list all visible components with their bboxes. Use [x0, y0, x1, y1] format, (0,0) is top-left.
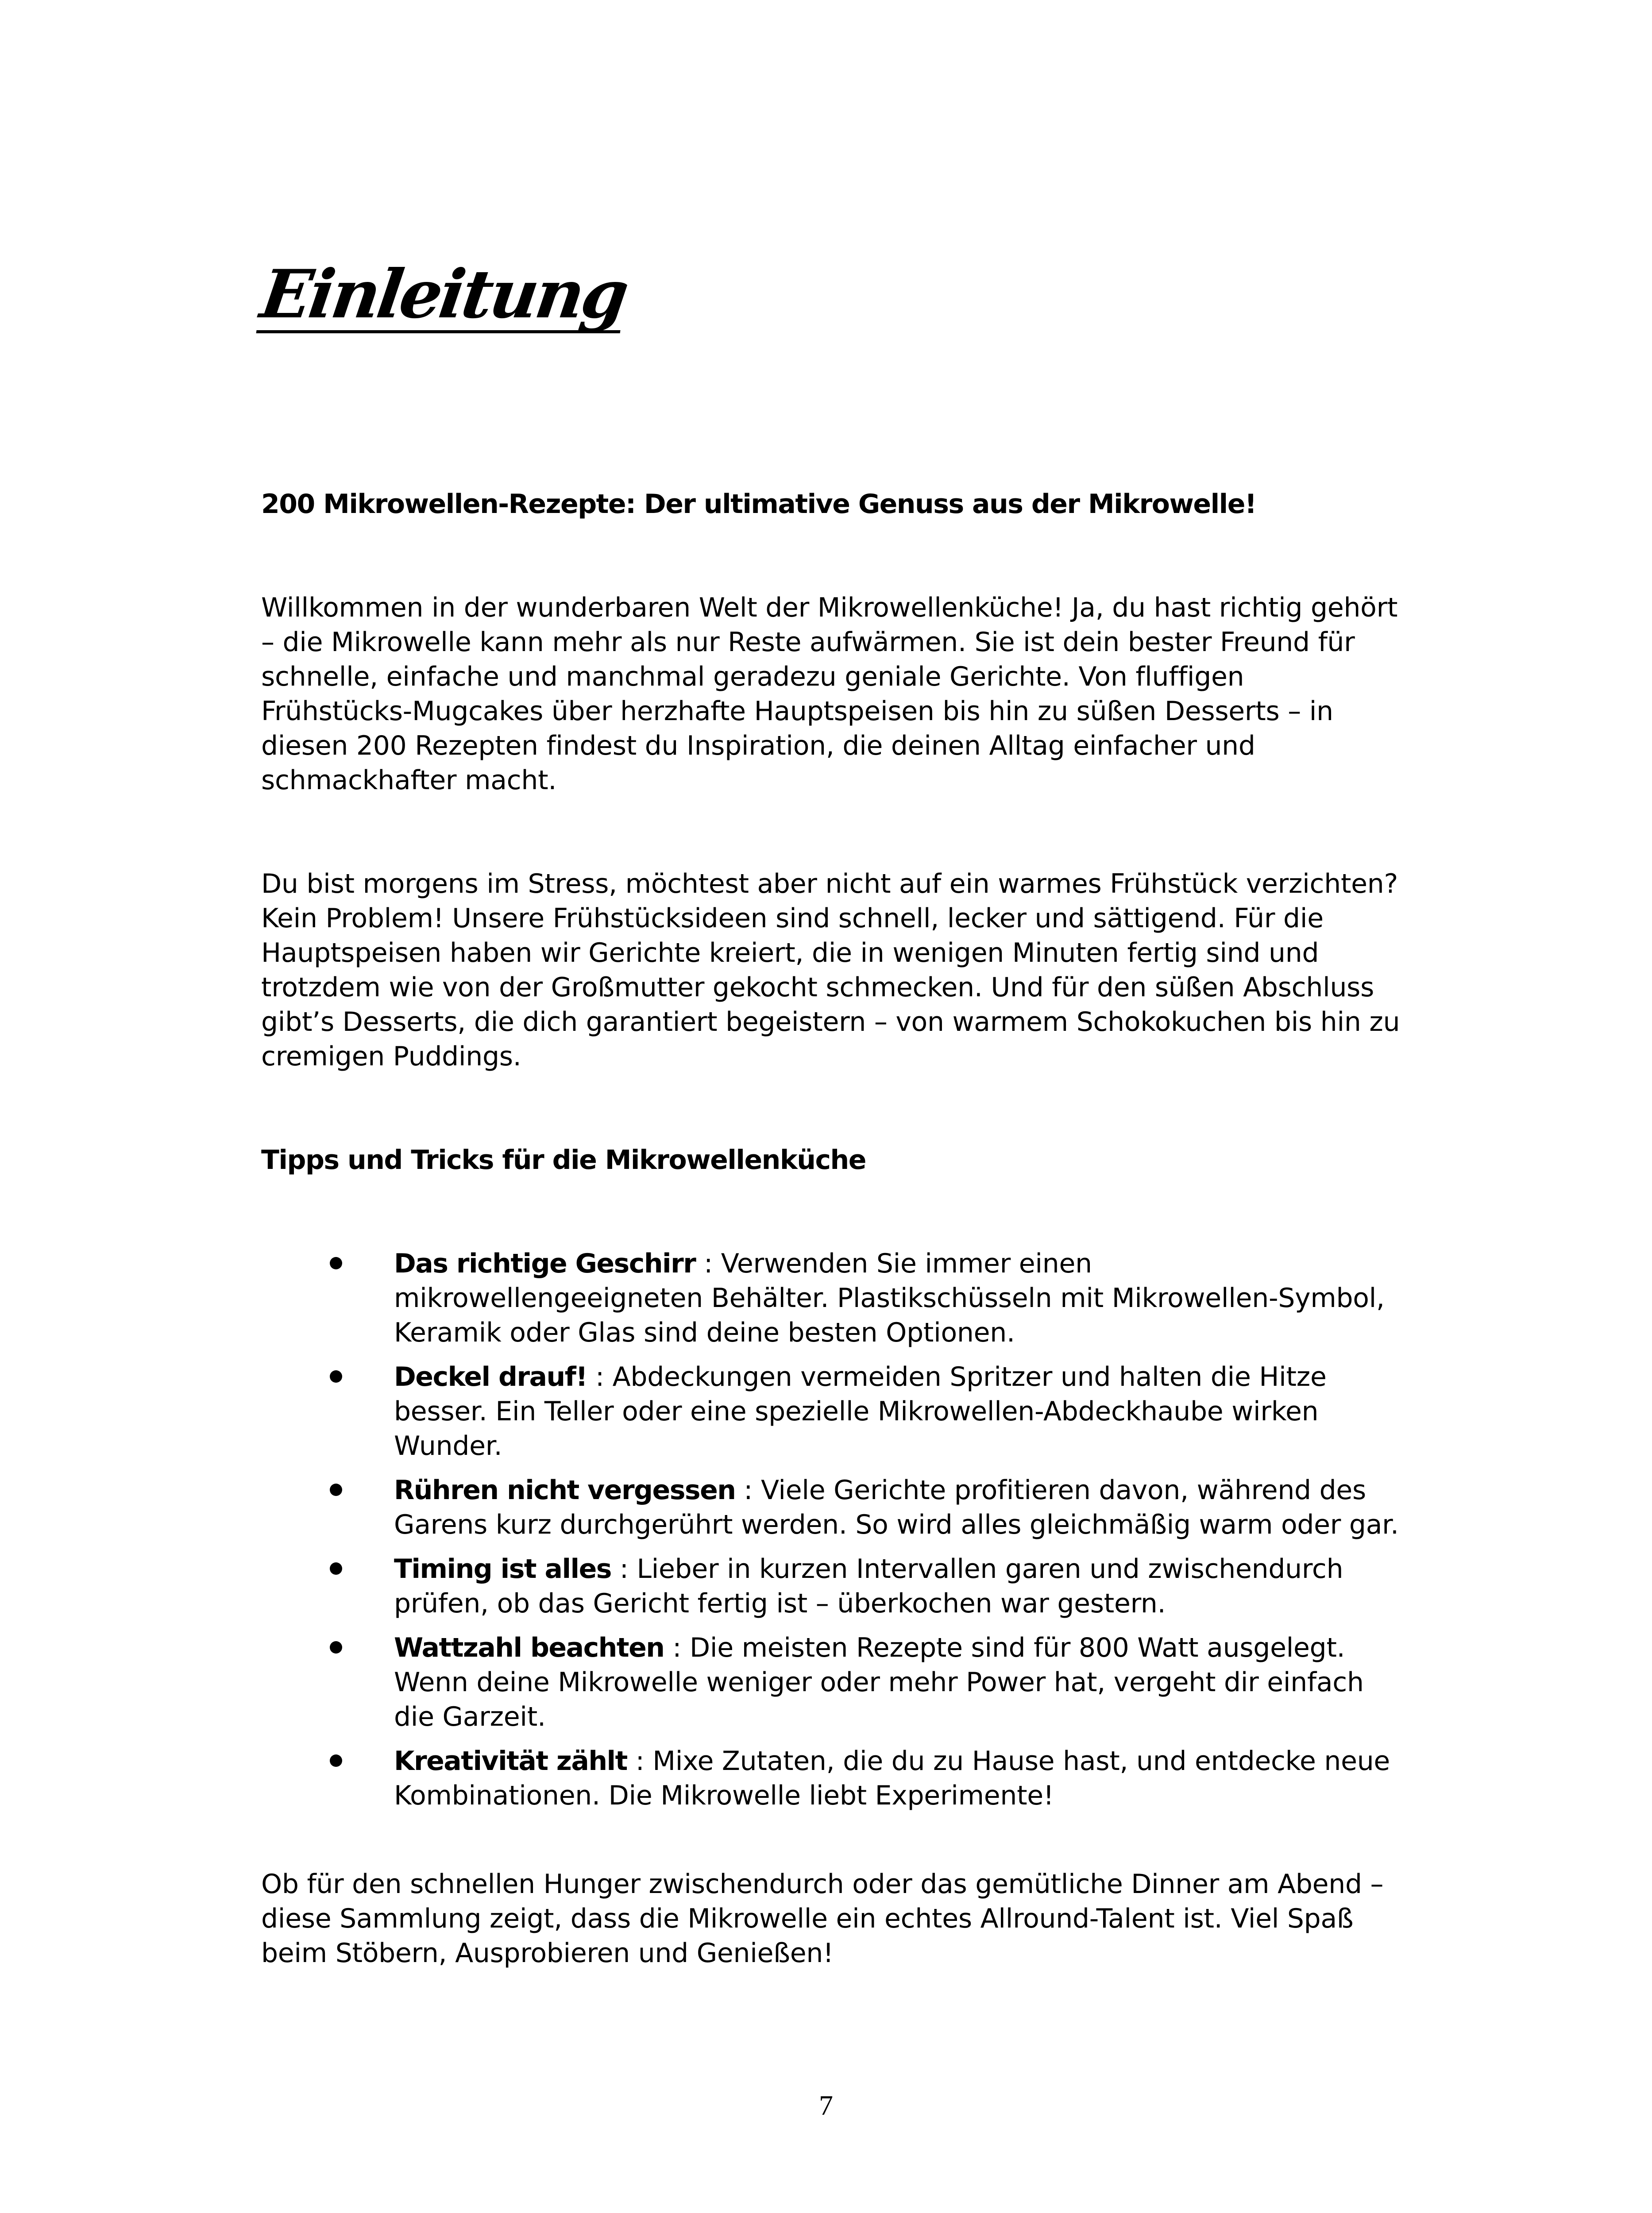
chapter-heading: Einleitung: [256, 255, 631, 333]
page-number: 7: [819, 2090, 833, 2121]
page-content: [261, 487, 1403, 2040]
tip-text: : Verwenden Sie immer einen mikrowellengeeigneten Behälter. Plastikschüsseln mit Mikrowellen-Symbol, Keramik oder Glas sind deine besten Optionen.: [394, 1248, 1385, 1348]
bullet-icon: [330, 1257, 342, 1269]
tip-item: [261, 1473, 1403, 1542]
tip-title: Deckel drauf!: [394, 1361, 587, 1392]
tip-text: : Die meisten Rezepte sind für 800 Watt ausgelegt. Wenn deine Mikrowelle weniger oder mehr Power hat, vergeht dir einfach die Garzeit.: [394, 1632, 1364, 1732]
tip-text: : Abdeckungen vermeiden Spritzer und halten die Hitze besser. Ein Teller oder eine spezielle Mikrowellen-Abdeckhaube wirken Wunder.: [394, 1361, 1327, 1461]
tip-text: : Viele Gerichte profitieren davon, während des Garens kurz durchgerührt werden. So wird alles gleichmäßig warm oder gar.: [394, 1475, 1399, 1540]
tip-title: Das richtige Geschirr: [394, 1248, 696, 1279]
bullet-icon: [330, 1562, 342, 1575]
tip-item: [261, 1631, 1403, 1734]
tip-item: [261, 1360, 1403, 1463]
tip-title: Timing ist alles: [394, 1554, 612, 1585]
tip-item: [261, 1744, 1403, 1813]
tip-title: Rühren nicht vergessen: [394, 1475, 736, 1506]
breakfast-paragraph: Du bist morgens im Stress, möchtest aber nicht auf ein warmes Frühstück verzichten? Kein Problem! Unsere Frühstücksideen sind schnell, lecker und sättigend. Für die Hauptspeisen haben wir Gerichte kreiert, die in wenigen Minuten fertig sind und trotzdem wie von der Großmutter gekocht schmecken. Und für den süßen Abschluss gibt’s Desserts, die dich garantiert begeistern – von warmem Schokokuchen bis hin zu cremigen Puddings.: [261, 868, 1400, 1072]
tip-item: [261, 1552, 1403, 1621]
intro-paragraph: Willkommen in der wunderbaren Welt der Mikrowellenküche! Ja, du hast richtig gehört – die Mikrowelle kann mehr als nur Reste aufwärmen. Sie ist dein bester Freund für schnelle, einfache und manchmal geradezu geniale Gerichte. Von fluffigen Frühstücks-Mugcakes über herzhafte Hauptspeisen bis hin zu süßen Desserts – in diesen 200 Rezepten findest du Inspiration, die deinen Alltag einfacher und schmackhafter macht.: [261, 592, 1398, 796]
bullet-icon: [330, 1641, 342, 1654]
tip-text: : Lieber in kurzen Intervallen garen und zwischendurch prüfen, ob das Gericht fertig ist – überkochen war gestern.: [394, 1554, 1343, 1619]
tip-title: Kreativität zählt: [394, 1746, 627, 1777]
bullet-icon: [330, 1484, 342, 1496]
tips-list: [261, 1246, 1403, 1813]
tips-heading: Tipps und Tricks für die Mikrowellenküche: [261, 1145, 866, 1176]
subtitle: 200 Mikrowellen-Rezepte: Der ultimative Genuss aus der Mikrowelle!: [261, 489, 1256, 520]
tip-title: Wattzahl beachten: [394, 1632, 664, 1663]
tip-text: : Mixe Zutaten, die du zu Hause hast, und entdecke neue Kombinationen. Die Mikrowelle liebt Experimente!: [394, 1746, 1390, 1811]
tip-item: [261, 1246, 1403, 1350]
bullet-icon: [330, 1754, 342, 1767]
closing-paragraph: Ob für den schnellen Hunger zwischendurch oder das gemütliche Dinner am Abend – diese Sammlung zeigt, dass die Mikrowelle ein echtes Allround-Talent ist. Viel Spaß beim Stöbern, Ausprobieren und Genießen!: [261, 1869, 1384, 1969]
bullet-icon: [330, 1370, 342, 1383]
